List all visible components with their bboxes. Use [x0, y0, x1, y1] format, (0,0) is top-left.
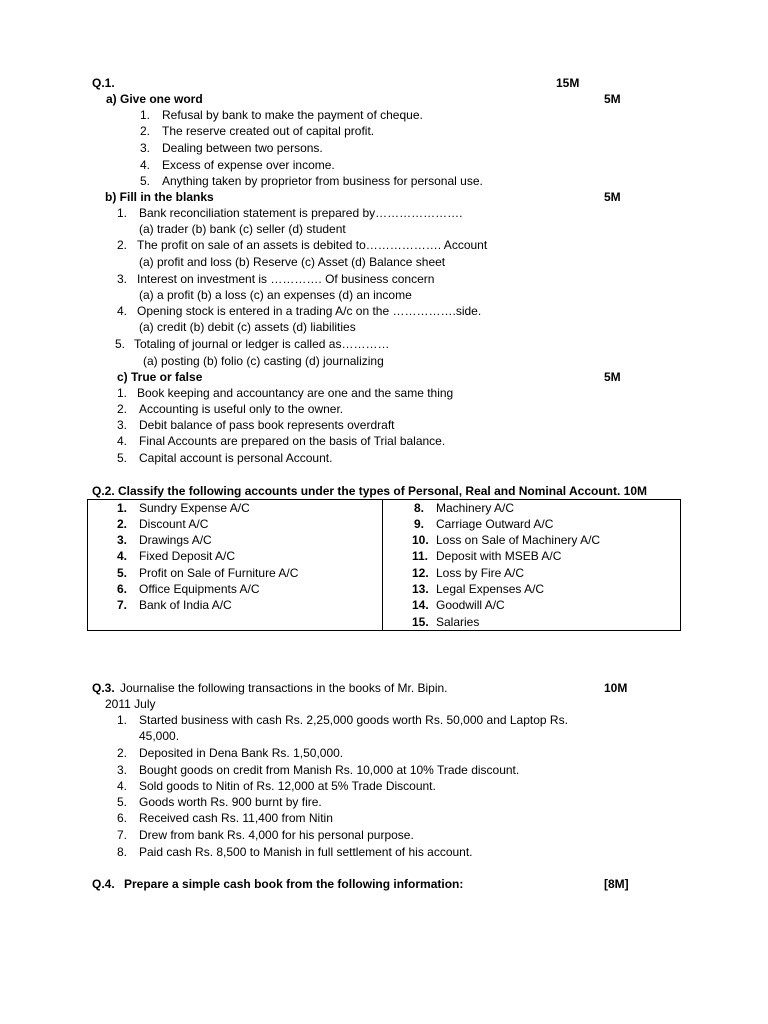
- answer-options: (a) trader (b) bank (c) seller (d) student: [139, 222, 346, 236]
- table-cell: Legal Expenses A/C: [436, 582, 545, 596]
- table-cell-number: 14.: [412, 598, 429, 612]
- list-item: Started business with cash Rs. 2,25,000 goods worth Rs. 50,000 and Laptop Rs.: [139, 713, 568, 727]
- q4-heading: Prepare a simple cash book from the following information:: [124, 877, 464, 891]
- list-item: Bought goods on credit from Manish Rs. 10,000 at 10% Trade discount.: [139, 763, 520, 777]
- answer-options: (a) credit (b) debit (c) assets (d) liabilities: [139, 320, 356, 334]
- list-item-number: 3.: [117, 763, 128, 777]
- table-cell-number: 13.: [412, 582, 429, 596]
- list-item: Bank reconciliation statement is prepared by………………….: [139, 206, 463, 220]
- list-item-number: 1.: [117, 386, 128, 400]
- table-cell: Salaries: [436, 615, 480, 629]
- table-cell: Goodwill A/C: [436, 598, 505, 612]
- list-item-continuation: 45,000.: [139, 729, 180, 743]
- list-item-number: 3.: [117, 418, 128, 432]
- list-item: The reserve created out of capital profit.: [162, 124, 375, 138]
- q1c-marks: 5M: [604, 370, 621, 384]
- list-item: Deposited in Dena Bank Rs. 1,50,000.: [139, 746, 344, 760]
- table-cell: Loss by Fire A/C: [436, 566, 525, 580]
- q1-heading: Q.1.: [92, 76, 115, 90]
- answer-options: (a) profit and loss (b) Reserve (c) Asset (d) Balance sheet: [139, 255, 446, 269]
- table-divider: [382, 499, 383, 631]
- table-cell-number: 2.: [117, 517, 128, 531]
- table-cell: Loss on Sale of Machinery A/C: [436, 533, 601, 547]
- q3-number: Q.3.: [92, 681, 115, 695]
- list-item: Sold goods to Nitin of Rs. 12,000 at 5% Trade Discount.: [139, 779, 436, 793]
- list-item: Drew from bank Rs. 4,000 for his personal purpose.: [139, 828, 414, 842]
- list-item: Interest on investment is …………. Of business concern: [137, 272, 435, 286]
- q2-heading: Q.2. Classify the following accounts under the types of Personal, Real and Nominal Account. 10M: [92, 484, 647, 498]
- list-item-number: 6.: [117, 811, 128, 825]
- table-cell-number: 4.: [117, 549, 128, 563]
- list-item: Book keeping and accountancy are one and the same thing: [137, 386, 454, 400]
- q1c-title: c) True or false: [117, 370, 203, 384]
- answer-options: (a) a profit (b) a loss (c) an expenses (d) an income: [139, 288, 412, 302]
- list-item: Debit balance of pass book represents overdraft: [139, 418, 395, 432]
- table-cell-number: 15.: [412, 615, 429, 629]
- table-cell-number: 8.: [414, 501, 425, 515]
- list-item-number: 2.: [117, 402, 128, 416]
- list-item-number: 7.: [117, 828, 128, 842]
- q1a-title: a) Give one word: [106, 92, 203, 106]
- list-item-number: 2.: [140, 124, 151, 138]
- list-item: Capital account is personal Account.: [139, 451, 333, 465]
- table-cell-number: 10.: [412, 533, 429, 547]
- q4-number: Q.4.: [92, 877, 115, 891]
- list-item-number: 4.: [140, 158, 151, 172]
- list-item-number: 3.: [117, 272, 128, 286]
- list-item-number: 4.: [117, 779, 128, 793]
- list-item: Totaling of journal or ledger is called as…………: [134, 337, 390, 351]
- list-item-number: 1.: [117, 206, 128, 220]
- table-cell: Profit on Sale of Furniture A/C: [139, 566, 299, 580]
- list-item-number: 3.: [140, 141, 151, 155]
- list-item: Dealing between two persons.: [162, 141, 323, 155]
- q3-heading: Journalise the following transactions in the books of Mr. Bipin.: [120, 681, 448, 695]
- table-cell-number: 5.: [117, 566, 128, 580]
- list-item: Accounting is useful only to the owner.: [139, 402, 344, 416]
- table-cell: Deposit with MSEB A/C: [436, 549, 562, 563]
- list-item-number: 4.: [117, 304, 128, 318]
- table-cell-number: 3.: [117, 533, 128, 547]
- q4-marks: [8M]: [604, 877, 629, 891]
- table-cell: Bank of India A/C: [139, 598, 232, 612]
- list-item: Refusal by bank to make the payment of cheque.: [162, 108, 423, 122]
- list-item-number: 5.: [117, 795, 128, 809]
- list-item: Paid cash Rs. 8,500 to Manish in full settlement of his account.: [139, 845, 473, 859]
- list-item-number: 2.: [117, 238, 128, 252]
- list-item: Received cash Rs. 11,400 from Nitin: [139, 811, 333, 825]
- list-item: The profit on sale of an assets is debited to………………. Account: [137, 238, 488, 252]
- table-cell: Office Equipments A/C: [139, 582, 260, 596]
- q1a-marks: 5M: [604, 92, 621, 106]
- table-cell: Sundry Expense A/C: [139, 501, 250, 515]
- table-cell: Carriage Outward A/C: [436, 517, 554, 531]
- table-cell: Machinery A/C: [436, 501, 515, 515]
- list-item: Final Accounts are prepared on the basis of Trial balance.: [139, 434, 446, 448]
- list-item-number: 5.: [117, 451, 128, 465]
- table-cell-number: 11.: [412, 549, 429, 563]
- table-cell-number: 6.: [117, 582, 128, 596]
- table-cell: Fixed Deposit A/C: [139, 549, 236, 563]
- q1-marks: 15M: [556, 76, 580, 90]
- table-cell-number: 12.: [412, 566, 429, 580]
- list-item: Goods worth Rs. 900 burnt by fire.: [139, 795, 322, 809]
- list-item-number: 5.: [140, 174, 151, 188]
- q3-date: 2011 July: [105, 697, 156, 711]
- q1b-title: b) Fill in the blanks: [105, 190, 214, 204]
- table-cell-number: 7.: [117, 598, 128, 612]
- list-item-number: 4.: [117, 434, 128, 448]
- list-item-number: 1.: [117, 713, 128, 727]
- table-cell: Drawings A/C: [139, 533, 212, 547]
- table-cell-number: 1.: [117, 501, 128, 515]
- list-item: Excess of expense over income.: [162, 158, 335, 172]
- table-cell-number: 9.: [414, 517, 425, 531]
- list-item-number: 8.: [117, 845, 128, 859]
- table-cell: Discount A/C: [139, 517, 209, 531]
- q3-marks: 10M: [604, 681, 628, 695]
- q1b-marks: 5M: [604, 190, 621, 204]
- list-item: Anything taken by proprietor from business for personal use.: [162, 174, 483, 188]
- list-item-number: 2.: [117, 746, 128, 760]
- list-item: Opening stock is entered in a trading A/c on the …………….side.: [137, 304, 482, 318]
- answer-options: (a) posting (b) folio (c) casting (d) journalizing: [143, 354, 384, 368]
- list-item-number: 5.: [115, 337, 126, 351]
- list-item-number: 1.: [140, 108, 151, 122]
